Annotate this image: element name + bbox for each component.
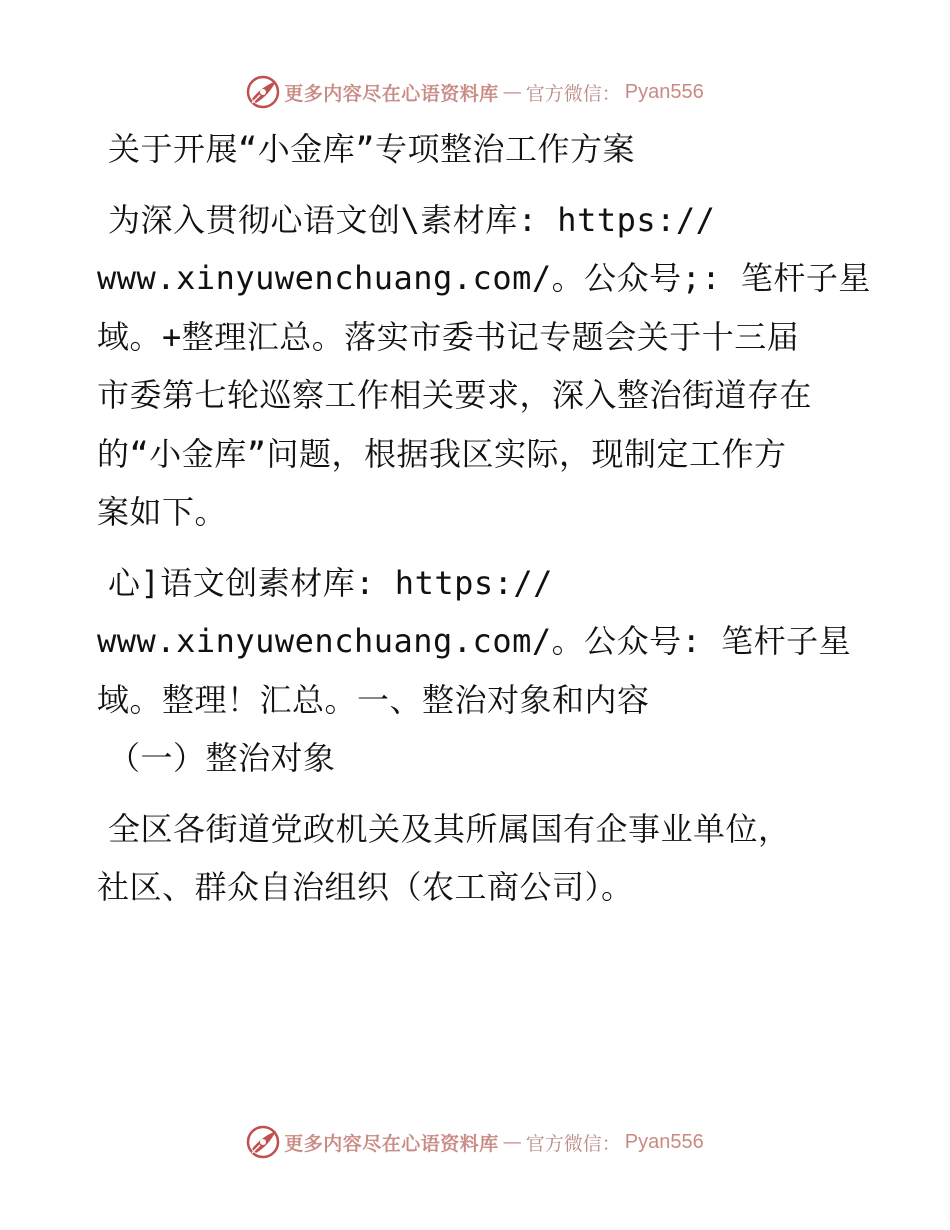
- document-title: 关于开展“小金库”专项整治工作方案: [108, 130, 636, 168]
- paragraph-line: 域。整理！汇总。一、整治对象和内容: [97, 680, 650, 719]
- paragraph-line: 市委第七轮巡察工作相关要求，深入整治街道存在: [97, 376, 813, 414]
- header-banner: [0, 72, 950, 112]
- section-heading: （一）整治对象: [108, 739, 336, 777]
- paragraph-targets: [97, 800, 857, 917]
- banner-separator: —: [502, 81, 522, 103]
- banner-official-label: 官方微信：: [525, 1132, 621, 1155]
- paragraph-intro: [97, 191, 871, 542]
- paragraph-line: 社区、群众自治组织（农工商公司）。: [97, 868, 634, 906]
- banner-wechat-id: Pyan556: [624, 80, 704, 103]
- paragraph-source: [97, 554, 857, 730]
- banner-separator: —: [502, 1131, 522, 1153]
- pen-nib-logo-icon: [246, 1125, 280, 1159]
- document-body: [97, 120, 871, 917]
- footer-banner: [0, 1122, 950, 1162]
- paragraph-line: 心]语文创素材库: https://: [108, 563, 553, 602]
- paragraph-line: 案如下。: [97, 493, 228, 531]
- paragraph-line: 为深入贯彻心语文创\素材库: https://: [108, 200, 716, 239]
- paragraph-line: www.xinyuwenchuang.com/。公众号: 笔杆子星: [97, 622, 852, 660]
- banner-wechat-id: Pyan556: [624, 1130, 704, 1153]
- banner-official-label: 官方微信：: [525, 82, 621, 105]
- paragraph-line: 的“小金库”问题，根据我区实际，现制定工作方: [97, 434, 787, 473]
- paragraph-line: 域。+整理汇总。落实市委书记专题会关于十三届: [97, 317, 800, 356]
- paragraph-line: 全区各街道党政机关及其所属国有企事业单位，: [108, 809, 791, 848]
- paragraph-line: www.xinyuwenchuang.com/。公众号;: 笔杆子星: [97, 259, 871, 297]
- banner-text: 更多内容尽在心语资料库: [284, 1132, 499, 1155]
- banner-text: 更多内容尽在心语资料库: [284, 82, 499, 105]
- pen-nib-logo-icon: [246, 75, 280, 109]
